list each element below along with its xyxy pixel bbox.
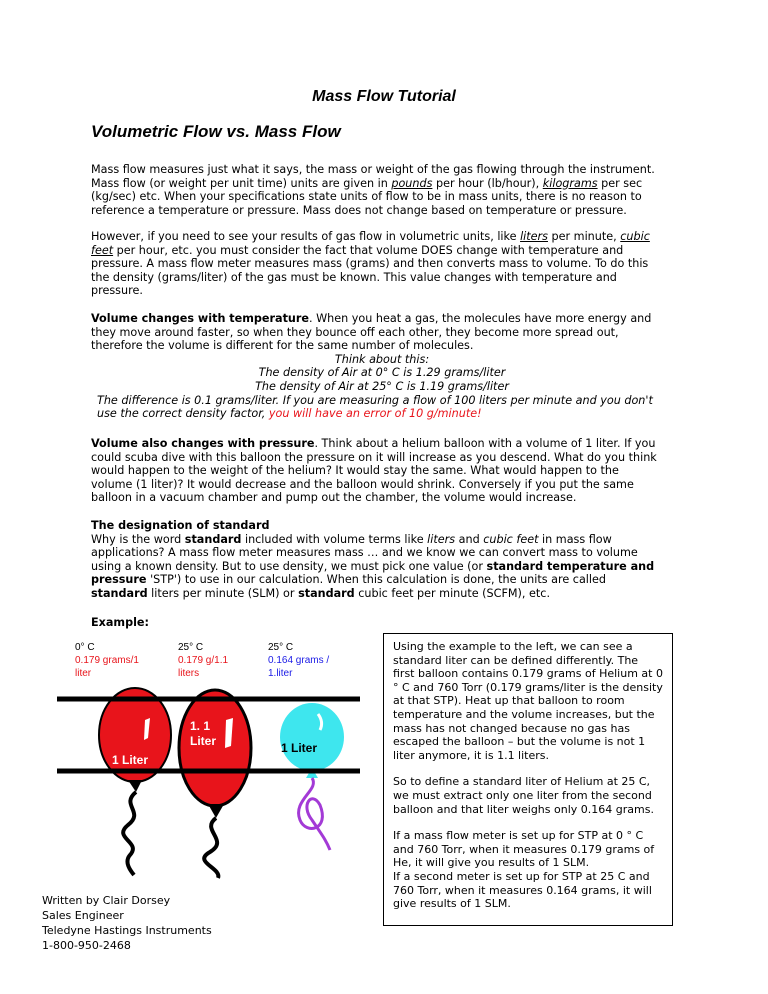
explanation-box: Using the example to the left, we can see a standard liter can be defined differently. The first balloon contains 0.179 grams of Helium at 0 ° C and 760 Torr (0.179 grams/liter is the density at that STP). Heat up that balloon to room temperature and the volume increases, but the mass has not changed because no gas has escaped the balloon – but the volume is not 1 liter anymore, it is 1.1 liters. So to define a standard liter of Helium at 25 C, we must extract only one liter from the second balloon and that liter weighs only 0.164 grams. If a mass flow meter is set up for STP at 0 ° C and 760 Torr, when it measures 0.179 grams of He, it will give you results of 1 SLM. If a second meter is set up for STP at 25 C and 760 Torr, when it measures 0.164 grams, it will give results of 1 SLM. bbox=[383, 633, 673, 926]
paragraph-standard: The designation of standard Why is the word standard included with volume terms like liters and cubic feet in mass flow applications? A mass flow meter measures mass … and we know we can convert mass to volume using a known density. But to use density, we must pick one value (or standard temperature and pressure 'STP') to use in our calculation. When this calculation is done, the units are called standard liters per minute (SLM) or standard cubic feet per minute (SCFM), etc. bbox=[91, 519, 655, 600]
section-title: Volumetric Flow vs. Mass Flow bbox=[91, 122, 341, 141]
paragraph-mass-flow: Mass flow measures just what it says, the mass or weight of the gas flowing through the instrument. Mass flow (or weight per unit time) units are given in pounds per hour (lb/hour), kilograms per sec (kg/sec) etc. When your specifications state units of flow to be in mass units, there is no reason to reference a temperature or pressure. Mass does not change based on temperature or pressure. bbox=[91, 163, 655, 217]
balloon-label-2: 1. 1 Liter bbox=[190, 719, 217, 748]
paragraph-pressure: Volume also changes with pressure. Think about a helium balloon with a volume of 1 liter. If you could scuba dive with this balloon the pressure on it will increase as you descend. What do you think would happen to the weight of the helium? It would stay the same. What would happen to the volume (1 liter)? It would decrease and the balloon would shrink. Conversely if you put the same balloon in a vacuum chamber and pump out the chamber, the volume would increase. bbox=[91, 437, 657, 505]
paragraph-temperature: Volume changes with temperature. When you heat a gas, the molecules have more energy and they move around faster, so when they bounce off each other, they become more spread out, therefore the volume is different for the same number of molecules. Think about this: The density of Air at 0° C is 1.29 grams/liter The density of Air at 25° C is 1.19 grams/liter The difference is 0.1 grams/liter. If you are measuring a flow of 100 liters per minute and you don't use the correct density factor, you will have an error of 10 g/minute! bbox=[91, 312, 653, 421]
paragraph-volumetric: However, if you need to see your results of gas flow in volumetric units, like liters per minute, cubic feet per hour, etc. you must consider the fact that volume DOES change with temperature and pressure. A mass flow meter measures mass (grams) and then converts mass to volume. To do this the density (grams/liter) of the gas must be known. This value changes with temperature and pressure. bbox=[91, 230, 650, 298]
balloon-illustration bbox=[0, 680, 380, 880]
example-label: Example: bbox=[91, 616, 149, 629]
balloon-red-small bbox=[99, 688, 171, 875]
balloon-cyan bbox=[280, 703, 344, 850]
balloon-label-3: 1 Liter bbox=[281, 741, 318, 755]
author-signature: Written by Clair Dorsey Sales Engineer Teledyne Hastings Instruments 1-800-950-2468 bbox=[42, 894, 212, 952]
column-0c: 0° C 0.179 grams/1 liter bbox=[75, 642, 139, 679]
balloon-label-1: 1 Liter bbox=[112, 753, 149, 767]
column-25c-standard: 25° C 0.164 grams / 1.liter bbox=[268, 642, 330, 679]
column-25c-heated: 25° C 0.179 g/1.1 liters bbox=[178, 642, 229, 679]
page-title: Mass Flow Tutorial bbox=[312, 88, 456, 105]
